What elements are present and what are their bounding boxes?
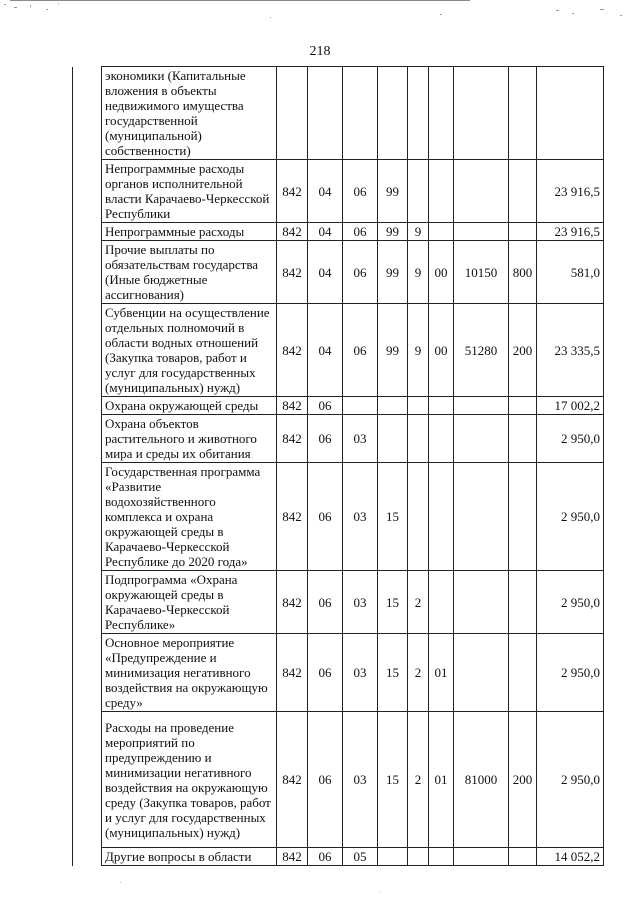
section-code-cell: 06 bbox=[308, 848, 343, 866]
section-code-cell bbox=[308, 67, 343, 160]
subsection-code-cell: 06 bbox=[343, 223, 378, 241]
expense-type-cell bbox=[509, 223, 537, 241]
ved-code-cell: 842 bbox=[277, 848, 308, 866]
item-name-cell: Подпрограмма «Охрана окружающей среды в Карачаево-Черкесской Республике» bbox=[102, 571, 277, 634]
ved-code-cell: 842 bbox=[277, 223, 308, 241]
subsection-code-cell bbox=[343, 397, 378, 415]
table-row bbox=[73, 415, 604, 463]
subprogram-code-cell bbox=[408, 415, 429, 463]
event-code-cell bbox=[429, 397, 454, 415]
program-code-cell: 15 bbox=[378, 634, 408, 712]
table-row bbox=[73, 160, 604, 223]
expense-type-cell bbox=[509, 67, 537, 160]
amount-cell bbox=[537, 67, 604, 160]
program-code-cell: 15 bbox=[378, 571, 408, 634]
subprogram-code-cell: 9 bbox=[408, 304, 429, 397]
program-code-cell bbox=[378, 397, 408, 415]
amount-cell: 2 950,0 bbox=[537, 415, 604, 463]
item-name-cell: Непрограммные расходы органов исполнительной власти Карачаево-Черкесской Республики bbox=[102, 160, 277, 223]
event-code-cell bbox=[429, 415, 454, 463]
amount-cell: 14 052,2 bbox=[537, 848, 604, 866]
row-spacer-cell bbox=[73, 397, 102, 415]
direction-code-cell bbox=[454, 67, 509, 160]
subprogram-code-cell: 2 bbox=[408, 571, 429, 634]
expense-type-cell: 200 bbox=[509, 712, 537, 848]
amount-cell: 581,0 bbox=[537, 241, 604, 304]
ved-code-cell: 842 bbox=[277, 634, 308, 712]
table-row bbox=[73, 241, 604, 304]
amount-cell: 23 916,5 bbox=[537, 223, 604, 241]
subprogram-code-cell bbox=[408, 160, 429, 223]
ved-code-cell: 842 bbox=[277, 571, 308, 634]
subprogram-code-cell bbox=[408, 463, 429, 571]
subsection-code-cell: 03 bbox=[343, 634, 378, 712]
program-code-cell: 99 bbox=[378, 241, 408, 304]
table-row bbox=[73, 571, 604, 634]
subprogram-code-cell bbox=[408, 397, 429, 415]
row-spacer-cell bbox=[73, 223, 102, 241]
table-row bbox=[73, 223, 604, 241]
subsection-code-cell: 03 bbox=[343, 463, 378, 571]
table-row bbox=[73, 397, 604, 415]
row-spacer-cell bbox=[73, 712, 102, 848]
program-code-cell: 99 bbox=[378, 304, 408, 397]
scan-noise-top bbox=[0, 0, 640, 20]
event-code-cell bbox=[429, 571, 454, 634]
amount-cell: 2 950,0 bbox=[537, 571, 604, 634]
budget-table bbox=[72, 66, 604, 866]
amount-cell: 2 950,0 bbox=[537, 634, 604, 712]
program-code-cell: 15 bbox=[378, 712, 408, 848]
direction-code-cell bbox=[454, 397, 509, 415]
section-code-cell: 04 bbox=[308, 304, 343, 397]
direction-code-cell bbox=[454, 415, 509, 463]
ved-code-cell: 842 bbox=[277, 160, 308, 223]
subsection-code-cell: 03 bbox=[343, 571, 378, 634]
program-code-cell: 99 bbox=[378, 160, 408, 223]
direction-code-cell bbox=[454, 160, 509, 223]
ved-code-cell: 842 bbox=[277, 463, 308, 571]
ved-code-cell: 842 bbox=[277, 397, 308, 415]
event-code-cell: 00 bbox=[429, 241, 454, 304]
amount-cell: 2 950,0 bbox=[537, 463, 604, 571]
table-row bbox=[73, 67, 604, 160]
section-code-cell: 06 bbox=[308, 634, 343, 712]
event-code-cell: 00 bbox=[429, 304, 454, 397]
amount-cell: 17 002,2 bbox=[537, 397, 604, 415]
expense-type-cell bbox=[509, 571, 537, 634]
event-code-cell bbox=[429, 463, 454, 571]
section-code-cell: 04 bbox=[308, 160, 343, 223]
subprogram-code-cell: 9 bbox=[408, 241, 429, 304]
event-code-cell bbox=[429, 67, 454, 160]
subsection-code-cell: 05 bbox=[343, 848, 378, 866]
event-code-cell: 01 bbox=[429, 712, 454, 848]
expense-type-cell bbox=[509, 160, 537, 223]
subprogram-code-cell: 2 bbox=[408, 712, 429, 848]
row-spacer-cell bbox=[73, 571, 102, 634]
direction-code-cell: 51280 bbox=[454, 304, 509, 397]
item-name-cell: Другие вопросы в области bbox=[102, 848, 277, 866]
subsection-code-cell: 06 bbox=[343, 160, 378, 223]
table-row bbox=[73, 463, 604, 571]
ved-code-cell: 842 bbox=[277, 415, 308, 463]
event-code-cell: 01 bbox=[429, 634, 454, 712]
table-row bbox=[73, 712, 604, 848]
item-name-cell: экономики (Капитальные вложения в объекты недвижимого имущества государственной (муниципальной) собственности) bbox=[102, 67, 277, 160]
expense-type-cell bbox=[509, 415, 537, 463]
item-name-cell: Основное мероприятие «Предупреждение и минимизация негативного воздействия на окружающую среду» bbox=[102, 634, 277, 712]
row-spacer-cell bbox=[73, 463, 102, 571]
table-row bbox=[73, 304, 604, 397]
direction-code-cell bbox=[454, 463, 509, 571]
section-code-cell: 04 bbox=[308, 241, 343, 304]
program-code-cell: 15 bbox=[378, 463, 408, 571]
table-row bbox=[73, 634, 604, 712]
program-code-cell: 99 bbox=[378, 223, 408, 241]
row-spacer-cell bbox=[73, 67, 102, 160]
item-name-cell: Охрана объектов растительного и животного мира и среды их обитания bbox=[102, 415, 277, 463]
item-name-cell: Прочие выплаты по обязательствам государства (Иные бюджетные ассигнования) bbox=[102, 241, 277, 304]
amount-cell: 23 335,5 bbox=[537, 304, 604, 397]
item-name-cell: Субвенции на осуществление отдельных полномочий в области водных отношений (Закупка товаров, работ и услуг для государственных (муниципальных) нужд) bbox=[102, 304, 277, 397]
item-name-cell: Непрограммные расходы bbox=[102, 223, 277, 241]
item-name-cell: Государственная программа «Развитие водохозяйственного комплекса и охрана окружающей среды в Карачаево-Черкесской Республике до 2020 года» bbox=[102, 463, 277, 571]
event-code-cell bbox=[429, 223, 454, 241]
section-code-cell: 06 bbox=[308, 712, 343, 848]
scan-noise-bottom bbox=[0, 842, 640, 905]
subsection-code-cell: 06 bbox=[343, 304, 378, 397]
section-code-cell: 06 bbox=[308, 415, 343, 463]
direction-code-cell bbox=[454, 223, 509, 241]
subsection-code-cell: 03 bbox=[343, 712, 378, 848]
subsection-code-cell bbox=[343, 67, 378, 160]
expense-type-cell bbox=[509, 634, 537, 712]
expense-type-cell bbox=[509, 463, 537, 571]
section-code-cell: 06 bbox=[308, 463, 343, 571]
subprogram-code-cell: 2 bbox=[408, 634, 429, 712]
direction-code-cell: 81000 bbox=[454, 712, 509, 848]
row-spacer-cell bbox=[73, 415, 102, 463]
page-number: 218 bbox=[309, 44, 331, 59]
row-spacer-cell bbox=[73, 241, 102, 304]
item-name-cell: Охрана окружающей среды bbox=[102, 397, 277, 415]
expense-type-cell: 200 bbox=[509, 304, 537, 397]
ved-code-cell bbox=[277, 67, 308, 160]
expense-type-cell bbox=[509, 397, 537, 415]
program-code-cell bbox=[378, 415, 408, 463]
section-code-cell: 06 bbox=[308, 571, 343, 634]
amount-cell: 2 950,0 bbox=[537, 712, 604, 848]
row-spacer-cell bbox=[73, 304, 102, 397]
subprogram-code-cell bbox=[408, 67, 429, 160]
subsection-code-cell: 06 bbox=[343, 241, 378, 304]
ved-code-cell: 842 bbox=[277, 304, 308, 397]
expense-type-cell: 800 bbox=[509, 241, 537, 304]
item-name-cell: Расходы на проведение мероприятий по предупреждению и минимизации негативного воздействия на окружающую среду (Закупка товаров, работ и услуг для государственных (муниципальных) нужд) bbox=[102, 712, 277, 848]
subprogram-code-cell: 9 bbox=[408, 223, 429, 241]
direction-code-cell bbox=[454, 634, 509, 712]
row-spacer-cell bbox=[73, 634, 102, 712]
direction-code-cell bbox=[454, 571, 509, 634]
amount-cell: 23 916,5 bbox=[537, 160, 604, 223]
section-code-cell: 04 bbox=[308, 223, 343, 241]
event-code-cell bbox=[429, 160, 454, 223]
ved-code-cell: 842 bbox=[277, 241, 308, 304]
direction-code-cell: 10150 bbox=[454, 241, 509, 304]
row-spacer-cell bbox=[73, 160, 102, 223]
section-code-cell: 06 bbox=[308, 397, 343, 415]
ved-code-cell: 842 bbox=[277, 712, 308, 848]
subsection-code-cell: 03 bbox=[343, 415, 378, 463]
program-code-cell bbox=[378, 67, 408, 160]
